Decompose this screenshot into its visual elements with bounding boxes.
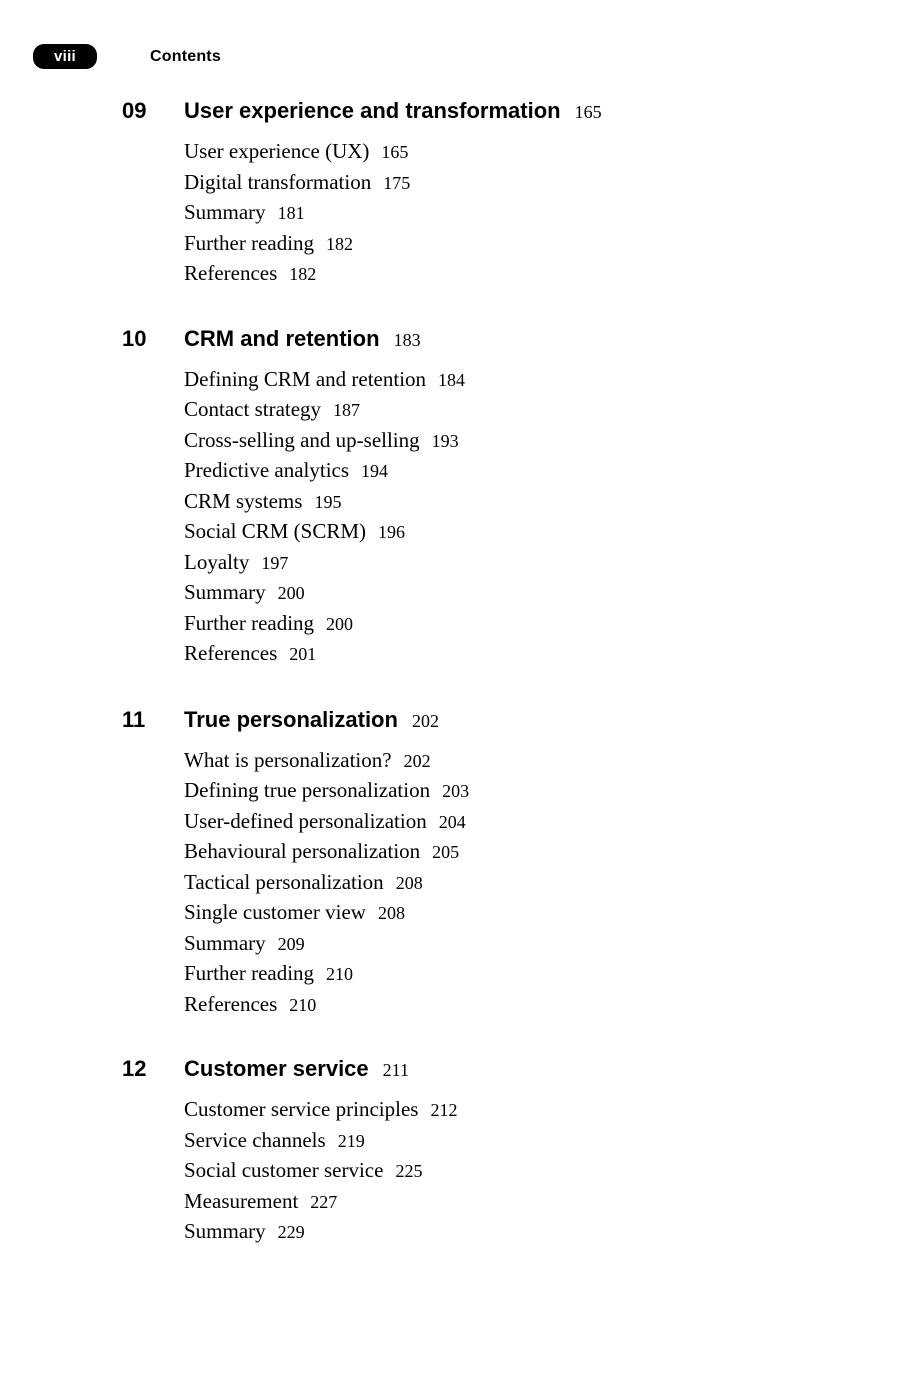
chapter-entry-list <box>184 1095 921 1248</box>
toc-entry <box>184 868 921 899</box>
chapter-page-number: 211 <box>382 1060 409 1080</box>
toc-entry-label: Single customer view <box>184 900 366 924</box>
toc-entry-page: 197 <box>261 552 289 573</box>
chapter-title: User experience and transformation <box>184 98 561 123</box>
toc-entry-page: 187 <box>333 400 361 420</box>
toc-entry-page: 195 <box>314 491 342 512</box>
toc-entry-page: 182 <box>326 233 354 254</box>
folio-badge: viii <box>33 44 97 69</box>
toc-entry <box>184 137 921 168</box>
chapter-page-number: 202 <box>411 710 439 731</box>
toc-entry-label: CRM systems <box>184 488 303 513</box>
chapter-block <box>0 706 921 1021</box>
toc-entry <box>184 1187 921 1218</box>
chapter-entry-list <box>184 746 921 1021</box>
toc-entry <box>184 1095 921 1126</box>
toc-entry-label: Further reading <box>184 961 315 985</box>
toc-entry-page: 200 <box>277 583 305 603</box>
chapter-page-number: 183 <box>393 329 421 350</box>
toc-entry <box>184 898 921 929</box>
toc-entry <box>184 198 921 229</box>
toc-entry <box>184 395 921 426</box>
toc-entry-label: Cross-selling and up-selling <box>184 427 420 452</box>
toc-entry <box>184 1156 921 1187</box>
toc-entry <box>184 639 921 670</box>
toc-entry-page: 201 <box>289 644 317 664</box>
toc-entry <box>184 168 921 199</box>
toc-entry-page: 225 <box>395 1161 423 1181</box>
chapter-heading <box>0 706 921 732</box>
toc-entry-page: 208 <box>377 903 405 923</box>
toc-entry-label: Defining CRM and retention <box>184 366 427 391</box>
toc-entry-page: 210 <box>289 994 317 1015</box>
toc-entry-page: 210 <box>326 964 354 984</box>
chapter-number: 09 <box>122 98 147 123</box>
toc-entry-label: Behavioural personalization <box>184 839 421 863</box>
toc-entry-label: References <box>184 641 278 665</box>
toc-entry-label: Further reading <box>184 610 315 635</box>
toc-entry-label: Contact strategy <box>184 397 322 421</box>
toc-entry-page: 175 <box>383 172 411 193</box>
toc-entry-page: 227 <box>310 1191 338 1212</box>
toc-entry-page: 203 <box>442 781 470 801</box>
toc-entry-page: 205 <box>432 842 460 862</box>
toc-entry <box>184 259 921 290</box>
toc-entry-label: User experience (UX) <box>184 139 370 163</box>
table-of-contents <box>0 100 921 1284</box>
toc-entry-label: Defining true personalization <box>184 778 431 802</box>
toc-entry <box>184 929 921 960</box>
toc-entry-label: User-defined personalization <box>184 808 427 833</box>
toc-entry <box>184 517 921 548</box>
toc-entry-page: 204 <box>438 811 466 832</box>
toc-entry <box>184 807 921 838</box>
chapter-title: True personalization <box>184 706 398 732</box>
chapter-number: 12 <box>122 1056 147 1081</box>
toc-entry-page: 165 <box>381 142 409 162</box>
chapter-block <box>0 1058 921 1248</box>
toc-entry <box>184 959 921 990</box>
toc-entry <box>184 1126 921 1157</box>
toc-entry <box>184 456 921 487</box>
chapter-block <box>0 100 921 290</box>
toc-entry <box>184 426 921 457</box>
toc-entry-label: Social CRM (SCRM) <box>184 519 367 543</box>
toc-entry-page: 200 <box>326 613 354 634</box>
toc-entry-page: 202 <box>403 750 431 771</box>
toc-entry <box>184 1217 921 1248</box>
toc-entry-page: 196 <box>378 522 406 542</box>
toc-entry-page: 208 <box>395 872 423 893</box>
toc-entry-label: Customer service principles <box>184 1097 419 1121</box>
toc-entry-page: 184 <box>438 369 466 390</box>
toc-entry <box>184 990 921 1021</box>
toc-entry <box>184 487 921 518</box>
toc-entry <box>184 229 921 260</box>
toc-entry <box>184 746 921 777</box>
toc-entry <box>184 776 921 807</box>
chapter-heading <box>0 325 921 351</box>
toc-entry <box>184 609 921 640</box>
chapter-number: 11 <box>122 706 146 732</box>
toc-entry <box>184 578 921 609</box>
toc-entry-label: Predictive analytics <box>184 458 350 482</box>
chapter-page-number: 165 <box>574 102 602 122</box>
toc-entry-label: References <box>184 261 278 285</box>
toc-entry-page: 209 <box>277 933 305 954</box>
toc-entry-label: Tactical personalization <box>184 869 384 894</box>
toc-entry-page: 219 <box>337 1130 365 1151</box>
toc-entry-label: Loyalty <box>184 549 250 574</box>
toc-entry-label: Summary <box>184 200 266 224</box>
toc-entry-label: Further reading <box>184 230 315 255</box>
toc-entry-label: Digital transformation <box>184 169 372 194</box>
chapter-title: Customer service <box>184 1056 369 1081</box>
toc-entry-page: 181 <box>277 203 305 223</box>
toc-entry <box>184 548 921 579</box>
toc-entry-page: 212 <box>430 1100 458 1120</box>
toc-entry-label: Summary <box>184 930 266 955</box>
toc-entry-label: References <box>184 991 278 1016</box>
toc-entry-label: Summary <box>184 580 266 604</box>
chapter-title: CRM and retention <box>184 325 380 351</box>
toc-entry-label: Service channels <box>184 1127 326 1152</box>
toc-entry-page: 182 <box>289 264 317 284</box>
toc-entry-page: 193 <box>431 430 459 451</box>
running-head: Contents <box>150 47 221 65</box>
chapter-heading <box>0 100 921 123</box>
toc-entry-page: 194 <box>361 461 389 481</box>
chapter-heading <box>0 1058 921 1081</box>
toc-entry-label: What is personalization? <box>184 747 392 772</box>
toc-entry-label: Measurement <box>184 1188 299 1213</box>
toc-entry <box>184 365 921 396</box>
toc-entry-label: Social customer service <box>184 1158 384 1182</box>
toc-entry-page: 229 <box>277 1222 305 1242</box>
chapter-number: 10 <box>122 325 147 351</box>
chapter-entry-list <box>184 137 921 290</box>
toc-entry-label: Summary <box>184 1219 266 1243</box>
toc-entry <box>184 837 921 868</box>
chapter-block <box>0 325 921 670</box>
page-header <box>33 44 221 69</box>
chapter-entry-list <box>184 365 921 670</box>
